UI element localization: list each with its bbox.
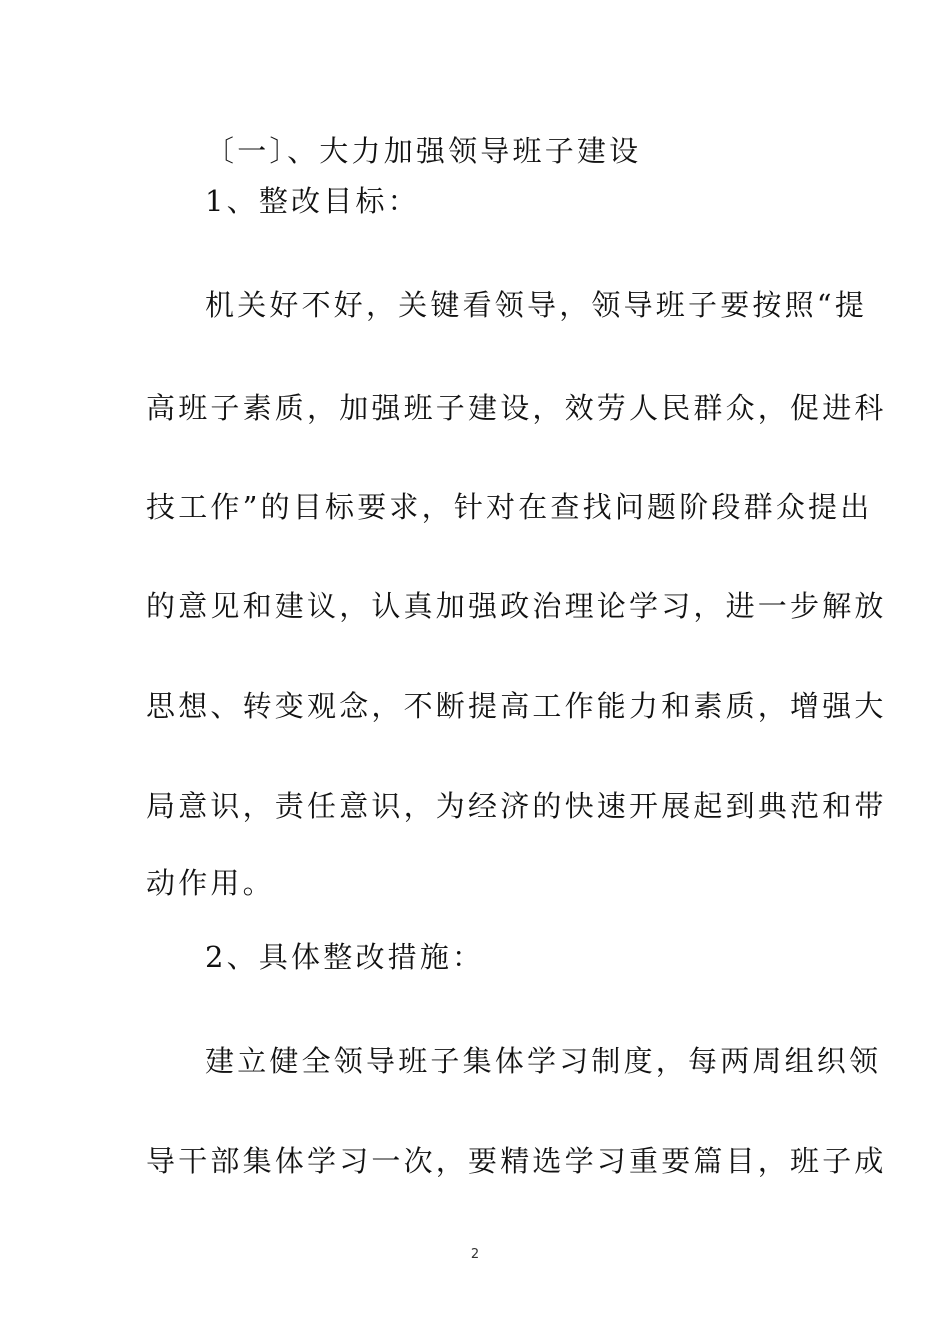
- paragraph-line: 导干部集体学习一次，要精选学习重要篇目，班子成: [146, 1144, 887, 1178]
- paragraph-line: 动作用。: [146, 866, 275, 900]
- paragraph-line: 高班子素质，加强班子建设，效劳人民群众，促进科: [146, 391, 887, 425]
- paragraph-line: 局意识，责任意识，为经济的快速开展起到典范和带: [146, 789, 887, 823]
- subheading-measures: 2、具体整改措施：: [205, 940, 485, 974]
- paragraph-line: 的意见和建议，认真加强政治理论学习，进一步解放: [146, 589, 887, 623]
- paragraph-line: 机关好不好，关键看领导，领导班子要按照“提: [205, 288, 868, 322]
- paragraph-line: 技工作”的目标要求，针对在查找问题阶段群众提出: [146, 490, 873, 524]
- page-number: 2: [470, 1247, 480, 1262]
- paragraph-line: 思想、转变观念，不断提高工作能力和素质，增强大: [146, 689, 887, 723]
- paragraph-line: 建立健全领导班子集体学习制度，每两周组织领: [205, 1044, 882, 1078]
- section-heading: 〔一〕、大力加强领导班子建设: [205, 134, 642, 168]
- subheading-goal: 1、整改目标：: [205, 184, 420, 218]
